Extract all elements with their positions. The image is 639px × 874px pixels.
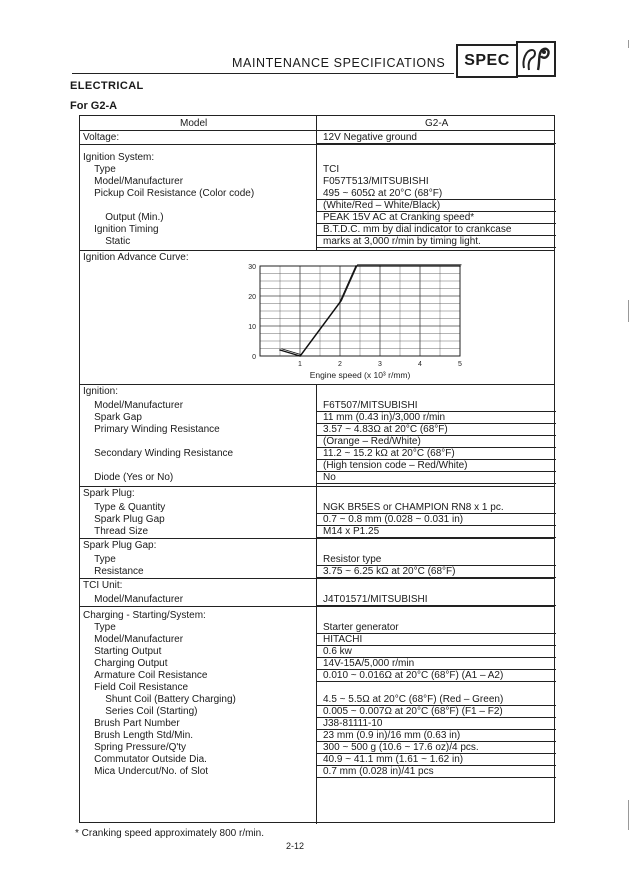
row-label: Voltage: xyxy=(83,132,120,143)
ignition-advance-chart xyxy=(230,256,460,386)
row-label: Spring Pressure/Q'ty xyxy=(83,742,187,753)
spec-badge: SPEC xyxy=(456,44,518,78)
value-underline xyxy=(317,577,556,578)
x-tick-label: 3 xyxy=(378,361,382,368)
row-value: 12V Negative ground xyxy=(323,132,417,143)
x-tick-label: 4 xyxy=(418,361,422,368)
footnote: * Cranking speed approximately 800 r/min. xyxy=(75,828,264,839)
table-row xyxy=(80,670,556,682)
row-value: 0.010 ~ 0.016Ω at 20°C (68°F) (A1 – A2) xyxy=(323,670,504,681)
row-value: 3.57 ~ 4.83Ω at 20°C (68°F) xyxy=(323,424,448,435)
y-tick-label: 0 xyxy=(252,354,256,361)
row-label: Thread Size xyxy=(83,526,149,537)
row-value: 40.9 ~ 41.1 mm (1.61 ~ 1.62 in) xyxy=(323,754,464,765)
value-underline xyxy=(317,777,556,778)
row-label: Pickup Coil Resistance (Color code) xyxy=(83,188,255,199)
data-point xyxy=(299,355,301,357)
column-header-model: Model xyxy=(180,118,208,129)
page-number: 2-12 xyxy=(286,841,305,851)
row-label: Series Coil (Starting) xyxy=(83,706,198,717)
table-row xyxy=(80,622,556,634)
table-row xyxy=(80,488,556,500)
row-label: Type xyxy=(83,622,116,633)
table-divider xyxy=(80,578,554,579)
table-divider xyxy=(80,250,554,251)
row-label: Charging Output xyxy=(83,658,168,669)
row-value: NGK BR5ES or CHAMPION RN8 x 1 pc. xyxy=(323,502,504,513)
row-value: Resistor type xyxy=(323,554,382,565)
table-row xyxy=(80,526,556,538)
row-value: J38-81111-10 xyxy=(323,718,383,729)
row-label: Secondary Winding Resistance xyxy=(83,448,234,459)
table-row xyxy=(80,460,556,472)
table-row xyxy=(80,152,556,164)
table-row xyxy=(80,424,556,436)
value-underline xyxy=(317,143,556,144)
table-divider xyxy=(80,130,554,131)
edge-mark xyxy=(628,800,629,830)
row-value: 0.6 kw xyxy=(323,646,352,657)
calipers-icon xyxy=(516,40,556,78)
table-row xyxy=(80,448,556,460)
table-row xyxy=(80,554,556,566)
table-row xyxy=(80,514,556,526)
spec-table xyxy=(79,115,555,823)
row-label: Spark Plug: xyxy=(83,488,135,499)
y-tick-label: 20 xyxy=(248,294,256,301)
table-row xyxy=(80,164,556,176)
table-row xyxy=(80,540,556,552)
table-row xyxy=(80,706,556,718)
row-label: Model/Manufacturer xyxy=(83,634,184,645)
table-row xyxy=(80,580,556,592)
row-label: Primary Winding Resistance xyxy=(83,424,220,435)
row-label: Spark Plug Gap xyxy=(83,514,165,525)
x-tick-label: 1 xyxy=(298,361,302,368)
table-row xyxy=(80,386,556,398)
section-title: ELECTRICAL xyxy=(70,80,144,92)
row-value: 0.005 ~ 0.007Ω at 20°C (68°F) (F1 – F2) xyxy=(323,706,503,717)
table-divider xyxy=(80,384,554,385)
table-row xyxy=(80,610,556,622)
row-label: Spark Plug Gap: xyxy=(83,540,157,551)
table-row xyxy=(80,566,556,578)
row-label: Starting Output xyxy=(83,646,162,657)
row-value: 23 mm (0.9 in)/16 mm (0.63 in) xyxy=(323,730,461,741)
row-label: Diode (Yes or No) xyxy=(83,472,174,483)
row-label: Type & Quantity xyxy=(83,502,166,513)
row-label: Static xyxy=(83,236,131,247)
value-underline xyxy=(317,483,556,484)
table-row xyxy=(80,754,556,766)
row-label: Commutator Outside Dia. xyxy=(83,754,207,765)
row-value: 300 ~ 500 g (10.6 ~ 17.6 oz)/4 pcs. xyxy=(323,742,479,753)
row-value: J4T01571/MITSUBISHI xyxy=(323,594,428,605)
table-row xyxy=(80,188,556,200)
data-point xyxy=(279,349,281,351)
row-label: Mica Undercut/No. of Slot xyxy=(83,766,209,777)
table-row xyxy=(80,594,556,606)
table-row xyxy=(80,694,556,706)
row-value: (Orange – Red/White) xyxy=(323,436,421,447)
value-underline xyxy=(317,247,556,248)
row-value: 3.75 ~ 6.25 kΩ at 20°C (68°F) xyxy=(323,566,456,577)
edge-mark xyxy=(628,40,629,48)
row-label: Model/Manufacturer xyxy=(83,594,184,605)
value-underline xyxy=(317,537,556,538)
column-divider xyxy=(316,116,317,130)
table-row xyxy=(80,682,556,694)
row-label: Armature Coil Resistance xyxy=(83,670,208,681)
table-row xyxy=(80,766,556,778)
subsection-title: For G2-A xyxy=(70,100,118,112)
row-label: Brush Length Std/Min. xyxy=(83,730,194,741)
row-value: 0.7 mm (0.028 in)/41 pcs xyxy=(323,766,434,777)
row-value: Starter generator xyxy=(323,622,399,633)
row-label: Type xyxy=(83,554,116,565)
x-tick-label: 5 xyxy=(458,361,462,368)
row-value: 14V-15A/5,000 r/min xyxy=(323,658,415,669)
column-header-g2a: G2-A xyxy=(425,118,449,129)
row-value: (White/Red – White/Black) xyxy=(323,200,441,211)
row-value: 4.5 ~ 5.5Ω at 20°C (68°F) (Red – Green) xyxy=(323,694,504,705)
table-row xyxy=(80,252,556,264)
table-row xyxy=(80,176,556,188)
value-underline xyxy=(317,605,556,606)
table-row xyxy=(80,742,556,754)
row-label: Ignition Advance Curve: xyxy=(83,252,189,263)
table-row xyxy=(80,236,556,248)
data-point xyxy=(355,265,357,267)
row-value: 11.2 ~ 15.2 kΩ at 20°C (68°F) xyxy=(323,448,455,459)
row-label: Type xyxy=(83,164,116,175)
table-row xyxy=(80,132,556,144)
table-row xyxy=(80,412,556,424)
row-value: TCI xyxy=(323,164,340,175)
table-row xyxy=(80,400,556,412)
table-row xyxy=(80,646,556,658)
row-label: Spark Gap xyxy=(83,412,142,423)
row-value: F057T513/MITSUBISHI xyxy=(323,176,429,187)
x-axis-label: Engine speed (x 10³ r/mm) xyxy=(309,370,411,380)
table-row xyxy=(80,718,556,730)
row-value: B.T.D.C. mm by dial indicator to crankcase xyxy=(323,224,512,235)
table-row xyxy=(80,634,556,646)
row-value: HITACHI xyxy=(323,634,363,645)
row-label: Ignition System: xyxy=(83,152,155,163)
table-row xyxy=(80,224,556,236)
row-value: 495 ~ 605Ω at 20°C (68°F) xyxy=(323,188,443,199)
row-value: 0.7 ~ 0.8 mm (0.028 ~ 0.031 in) xyxy=(323,514,464,525)
table-row xyxy=(80,730,556,742)
table-row xyxy=(80,502,556,514)
table-row xyxy=(80,436,556,448)
header-rule xyxy=(72,73,454,74)
row-value: (High tension code – Red/White) xyxy=(323,460,468,471)
data-point xyxy=(339,301,341,303)
row-value: marks at 3,000 r/min by timing light. xyxy=(323,236,481,247)
row-value: F6T507/MITSUBISHI xyxy=(323,400,418,411)
row-label: Field Coil Resistance xyxy=(83,682,189,693)
data-point xyxy=(379,265,381,267)
table-row xyxy=(80,212,556,224)
row-value: M14 x P1.25 xyxy=(323,526,380,537)
row-label: Model/Manufacturer xyxy=(83,400,184,411)
page-header-title: MAINTENANCE SPECIFICATIONS xyxy=(232,56,446,70)
y-tick-label: 30 xyxy=(248,264,256,271)
row-label: Ignition: xyxy=(83,386,119,397)
row-label: Brush Part Number xyxy=(83,718,180,729)
row-label: Shunt Coil (Battery Charging) xyxy=(83,694,236,705)
row-label: Model/Manufacturer xyxy=(83,176,184,187)
row-value: No xyxy=(323,472,336,483)
row-label: Resistance xyxy=(83,566,144,577)
table-row xyxy=(80,200,556,212)
row-label: TCI Unit: xyxy=(83,580,123,591)
x-tick-label: 2 xyxy=(338,361,342,368)
row-label: Ignition Timing xyxy=(83,224,159,235)
advance-curve-line xyxy=(282,265,462,355)
row-value: PEAK 15V AC at Cranking speed* xyxy=(323,212,475,223)
table-row xyxy=(80,658,556,670)
table-divider xyxy=(80,144,554,145)
edge-mark xyxy=(628,300,629,322)
table-divider xyxy=(80,538,554,539)
row-label: Output (Min.) xyxy=(83,212,164,223)
y-tick-label: 10 xyxy=(248,324,256,331)
row-value: 11 mm (0.43 in)/3,000 r/min xyxy=(323,412,446,423)
row-label: Charging - Starting/System: xyxy=(83,610,206,621)
table-divider xyxy=(80,606,554,607)
table-row xyxy=(80,472,556,484)
data-point xyxy=(459,265,461,267)
table-divider xyxy=(80,486,554,487)
